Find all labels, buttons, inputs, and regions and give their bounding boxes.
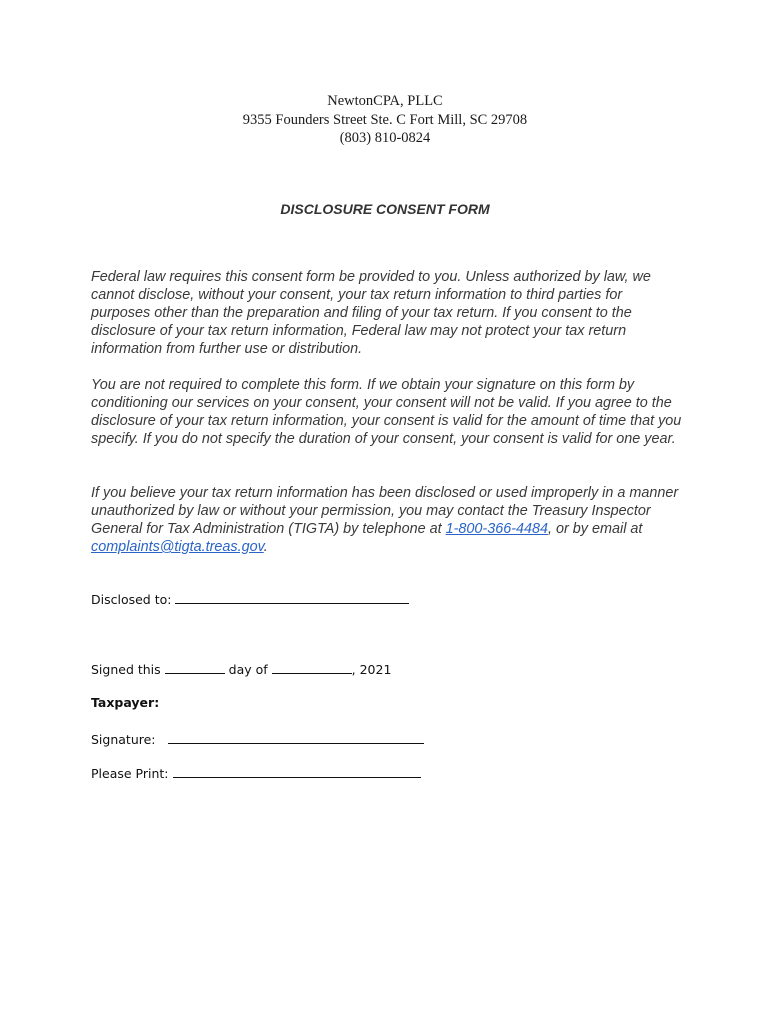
taxpayer-heading: Taxpayer: xyxy=(91,695,160,710)
signature-row xyxy=(91,731,424,747)
please-print-label: Please Print: xyxy=(91,766,169,781)
disclosed-to-label: Disclosed to: xyxy=(91,592,172,607)
disclosed-to-row xyxy=(91,591,409,607)
year-label: , 2021 xyxy=(351,662,392,677)
please-print-row xyxy=(91,765,421,781)
signature-line[interactable] xyxy=(168,731,424,744)
please-print-line[interactable] xyxy=(173,765,421,778)
tigta-phone-link[interactable]: 1-800-366-4484 xyxy=(445,521,549,537)
signed-day-line[interactable] xyxy=(165,661,225,674)
signed-month-line[interactable] xyxy=(272,661,352,674)
company-address: 9355 Founders Street Ste. C Fort Mill, SC 29708 xyxy=(242,111,528,128)
signature-label: Signature: xyxy=(91,732,156,747)
disclosed-to-line[interactable] xyxy=(175,591,409,604)
paragraph-tigta-contact xyxy=(91,484,683,556)
paragraph-not-required: You are not required to complete this form. If we obtain your signature on this form by conditioning our services on your consent, your consent will not be valid. If you agree to the disclosure of your tax return information, your consent is valid for the amount of time that you specify. If you do not specify the duration of your consent, your consent is valid for one year. xyxy=(91,377,682,447)
day-of-label: day of xyxy=(228,662,268,677)
tigta-text-1: If you believe your tax return information has been disclosed or used improperly in a manner unauthorized by law or without your permission, you may contact the Treasury Inspector General for Tax Administration (TIGTA) by telephone at xyxy=(91,485,679,537)
signed-this-label: Signed this xyxy=(91,662,161,677)
signed-date-row xyxy=(91,661,391,677)
tigta-email-link[interactable]: complaints@tigta.treas.gov xyxy=(91,539,264,555)
company-name: NewtonCPA, PLLC xyxy=(327,93,443,109)
tigta-text-2: , or by email at xyxy=(548,521,643,537)
tigta-text-3: . xyxy=(263,539,268,555)
letterhead xyxy=(0,92,770,148)
form-title: DISCLOSURE CONSENT FORM xyxy=(280,201,490,217)
paragraph-federal-law: Federal law requires this consent form be provided to you. Unless authorized by law, we cannot disclose, without your consent, your tax return information to third parties for purposes other than the preparation and filing of your tax return. If you consent to the disclosure of your tax return information, Federal law may not protect your tax return information from further use or distribution. xyxy=(91,269,651,357)
company-phone: (803) 810-0824 xyxy=(339,130,431,146)
